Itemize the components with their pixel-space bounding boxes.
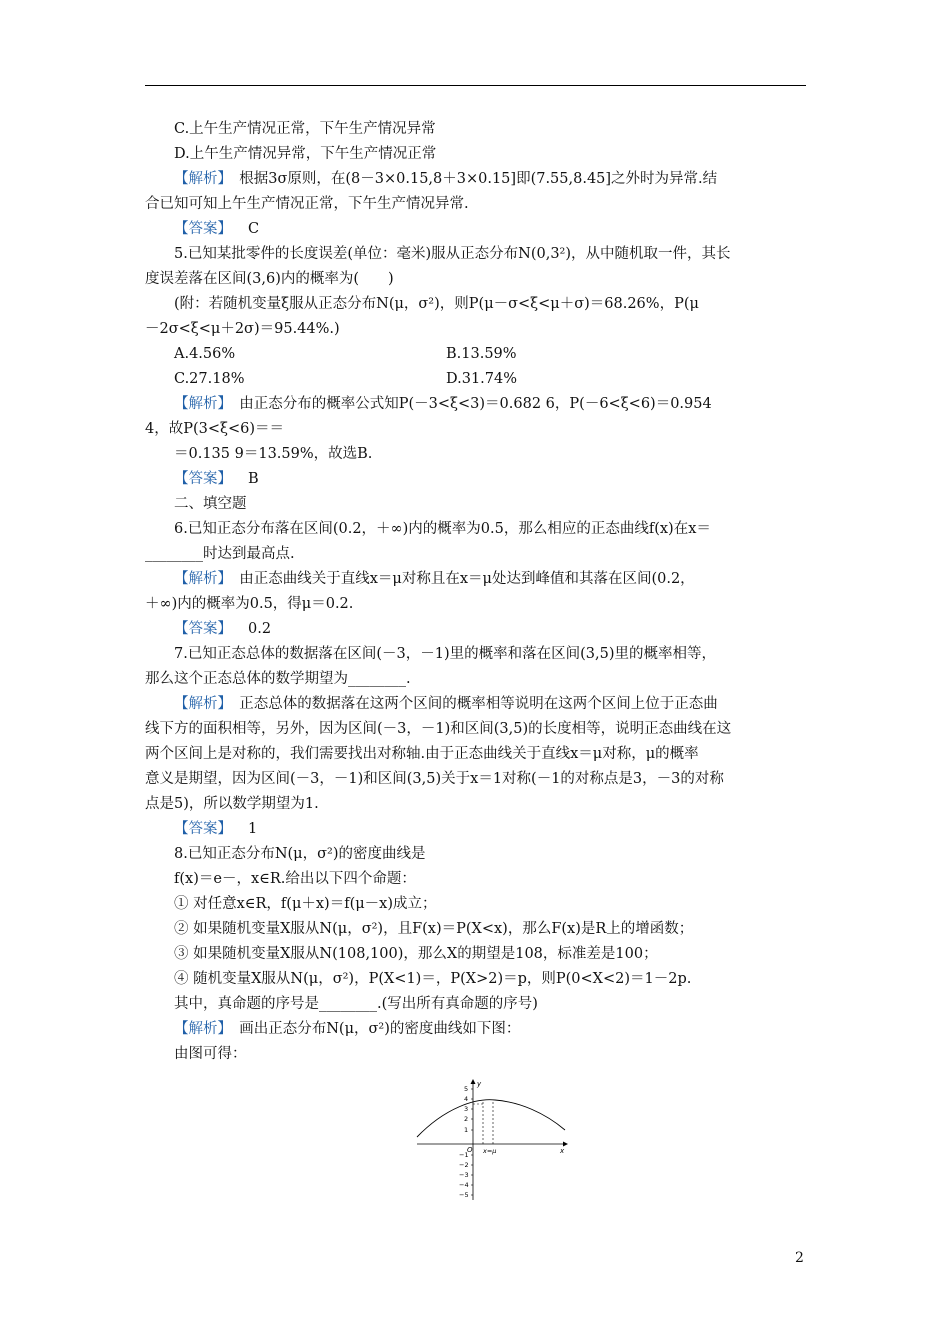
option-a: A.4.56% xyxy=(174,346,236,362)
answer-value: B xyxy=(248,471,259,487)
text-line: 度误差落在区间(3,6)内的概率为( ) xyxy=(145,271,394,287)
text-line: f(x)＝e－，x∈R.给出以下四个命题： xyxy=(174,871,416,887)
option-b: B.13.59% xyxy=(446,346,517,362)
text-line: 两个区间上是对称的，我们需要找出对称轴.由于正态曲线关于直线x＝μ对称，μ的概率 xyxy=(145,746,699,762)
y-tick-label: −5 xyxy=(459,1191,469,1199)
y-tick-label: −1 xyxy=(459,1151,469,1159)
text-line: ________时达到最高点. xyxy=(145,546,295,562)
y-axis-label: y xyxy=(477,1080,482,1088)
header-rule xyxy=(145,85,806,86)
answer-tag: 【答案】 xyxy=(174,471,232,487)
answer-tag: 【答案】 xyxy=(174,821,232,837)
origin-label: O xyxy=(467,1146,473,1154)
y-tick-label: 4 xyxy=(464,1095,469,1103)
y-axis-arrow xyxy=(471,1079,476,1084)
analysis-tag: 【解析】 xyxy=(174,171,225,187)
analysis-tag: 【解析】 xyxy=(174,396,225,412)
proposition-4: ④ 随机变量X服从N(μ，σ²)，P(X<1)＝，P(X>2)＝p，则P(0<X<2)＝1－2p. xyxy=(174,971,692,987)
page-number: 2 xyxy=(795,1250,804,1266)
analysis-tag: 【解析】 xyxy=(174,1021,225,1037)
answer-tag: 【答案】 xyxy=(174,621,232,637)
question-7: 7.已知正态总体的数据落在区间(－3，－1)里的概率和落在区间(3,5)里的概率相等， xyxy=(174,646,716,662)
analysis-text: 由正态曲线关于直线x＝μ对称且在x＝μ处达到峰值和其落在区间(0.2， xyxy=(239,571,695,587)
analysis-text: 画出正态分布N(μ，σ²)的密度曲线如下图： xyxy=(239,1021,521,1037)
option-c: C.上午生产情况正常，下午生产情况异常 xyxy=(174,121,436,137)
text-line: ＋∞)内的概率为0.5，得μ＝0.2. xyxy=(145,596,354,612)
text-line: 4，故P(3<ξ<6)＝＝ xyxy=(145,421,285,437)
text-line: －2σ<ξ<μ＋2σ)＝95.44%.) xyxy=(145,321,340,337)
text-line: 线下方的面积相等，另外，因为区间(－3，－1)和区间(3,5)的长度相等，说明正态曲线在这 xyxy=(145,721,732,737)
text-line: 其中，真命题的序号是________.(写出所有真命题的序号) xyxy=(174,996,538,1012)
options-row xyxy=(145,342,806,367)
answer-line xyxy=(145,817,806,842)
options-row xyxy=(145,367,806,392)
analysis-text: 正态总体的数据落在这两个区间的概率相等说明在这两个区间上位于正态曲 xyxy=(239,696,718,712)
analysis-text: 由正态分布的概率公式知P(－3<ξ<3)＝0.682 6，P(－6<ξ<6)＝0.954 xyxy=(239,396,712,412)
proposition-1: ① 对任意x∈R，f(μ＋x)＝f(μ－x)成立； xyxy=(174,896,437,912)
question-8: 8.已知正态分布N(μ，σ²)的密度曲线是 xyxy=(174,846,426,862)
x-axis-label: x xyxy=(560,1147,565,1155)
y-tick-labels xyxy=(459,1085,469,1199)
section-heading: 二、填空题 xyxy=(174,496,247,512)
note-line: (附：若随机变量ξ服从正态分布N(μ，σ²)，则P(μ－σ<ξ<μ＋σ)＝68.26%，P(μ xyxy=(174,296,699,312)
answer-value: 1 xyxy=(248,821,258,837)
y-tick-label: −4 xyxy=(459,1181,469,1189)
question-5: 5.已知某批零件的长度误差(单位：毫米)服从正态分布N(0,3²)，从中随机取一件，其长 xyxy=(174,246,731,262)
analysis-line xyxy=(145,392,806,417)
x-axis-arrow xyxy=(563,1142,568,1147)
analysis-line xyxy=(145,567,806,592)
option-d: D.31.74% xyxy=(446,371,518,387)
y-tick-label: 3 xyxy=(464,1105,469,1113)
proposition-2: ② 如果随机变量X服从N(μ，σ²)，且F(x)＝P(X<x)，那么F(x)是R上的增函数； xyxy=(174,921,694,937)
answer-value: C xyxy=(248,221,260,237)
question-6: 6.已知正态分布落在区间(0.2，＋∞)内的概率为0.5，那么相应的正态曲线f(x)在x＝ xyxy=(174,521,711,537)
analysis-tag: 【解析】 xyxy=(174,696,225,712)
option-c: C.27.18% xyxy=(174,371,245,387)
y-tick-label: −2 xyxy=(459,1161,469,1169)
answer-line xyxy=(145,217,806,242)
y-tick-label: 2 xyxy=(464,1115,469,1123)
document-body xyxy=(145,117,806,1067)
text-line: 由图可得： xyxy=(174,1046,247,1062)
text-line: 那么这个正态总体的数学期望为________. xyxy=(145,671,411,687)
proposition-3: ③ 如果随机变量X服从N(108,100)，那么X的期望是108，标准差是100； xyxy=(174,946,658,962)
text-line: 点是5)，所以数学期望为1. xyxy=(145,796,319,812)
option-d: D.上午生产情况异常，下午生产情况正常 xyxy=(174,146,437,162)
answer-value: 0.2 xyxy=(248,621,272,637)
analysis-line xyxy=(145,167,806,192)
density-curve xyxy=(417,1100,565,1137)
y-tick-label: −3 xyxy=(459,1171,469,1179)
text-line: ＝0.135 9＝13.59%，故选B. xyxy=(174,446,373,462)
analysis-line xyxy=(145,692,806,717)
normal-curve-graph xyxy=(415,1078,570,1203)
text-line: 意义是期望，因为区间(－3，－1)和区间(3,5)关于x＝1对称(－1的对称点是3，－3的对称 xyxy=(145,771,724,787)
text-line: 合已知可知上午生产情况正常，下午生产情况异常. xyxy=(145,196,469,212)
y-tick-label: 1 xyxy=(464,1126,469,1134)
answer-line xyxy=(145,467,806,492)
analysis-line xyxy=(145,1017,806,1042)
analysis-tag: 【解析】 xyxy=(174,571,225,587)
answer-tag: 【答案】 xyxy=(174,221,232,237)
mu-label: x=μ xyxy=(483,1147,497,1155)
answer-line xyxy=(145,617,806,642)
y-tick-label: 5 xyxy=(464,1085,469,1093)
analysis-text: 根据3σ原则，在(8－3×0.15,8＋3×0.15]即(7.55,8.45]之外时为异常.结 xyxy=(239,171,718,187)
